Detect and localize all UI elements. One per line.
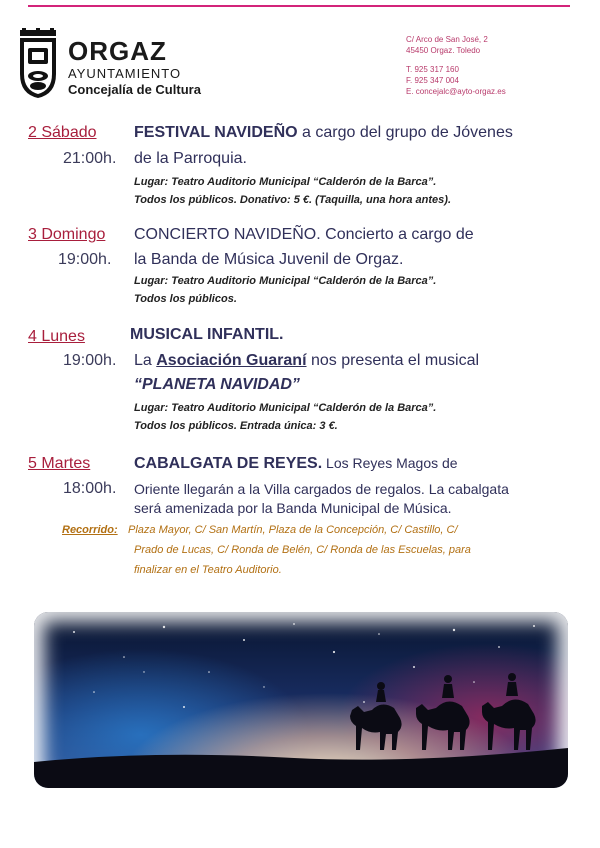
event-line-3: será amenizada por la Banda Municipal de Música. xyxy=(134,500,452,516)
event-line-2: la Banda de Música Juvenil de Orgaz. xyxy=(134,251,404,268)
event-line-2: Oriente llegarán a la Villa cargados de regalos. La cabalgata xyxy=(134,481,509,497)
event-title: CABALGATA DE REYES. xyxy=(134,455,323,472)
event-line-1: CABALGATA DE REYES. Los Reyes Magos de xyxy=(134,455,458,472)
event-date: 2 Sábado xyxy=(28,124,97,141)
association-name: Asociación Guaraní xyxy=(156,352,307,369)
event-audience: Todos los públicos. Donativo: 5 €. (Taquilla, una hora antes). xyxy=(134,194,451,206)
event-time: 18:00h. xyxy=(63,480,117,497)
email: E. concejalc@ayto-orgaz.es xyxy=(406,87,506,96)
town-name: ORGAZ xyxy=(68,36,167,66)
event-line-1: La Asociación Guaraní nos presenta el musical xyxy=(134,352,480,369)
route-label: Recorrido: xyxy=(62,524,118,536)
fax: F. 925 347 004 xyxy=(406,76,459,85)
route-line-2: Prado de Lucas, C/ Ronda de Belén, C/ Ronda de las Escuelas, para xyxy=(134,544,471,556)
event-date: 3 Domingo xyxy=(28,226,106,243)
show-title: “PLANETA NAVIDAD” xyxy=(134,376,300,393)
event-date: 4 Lunes xyxy=(28,328,85,345)
brand-block xyxy=(68,38,201,98)
event-date: 5 Martes xyxy=(28,455,91,472)
event-line-1: FESTIVAL NAVIDEÑO a cargo del grupo de Jóvenes xyxy=(134,124,513,141)
address-line-2: 45450 Orgaz. Toledo xyxy=(406,46,481,55)
event-line-1: CONCIERTO NAVIDEÑO. Concierto a cargo de xyxy=(134,226,474,243)
event-audience: Todos los públicos. Entrada única: 3 €. xyxy=(134,420,338,432)
top-accent-rule xyxy=(28,5,570,7)
department-label: Concejalía de Cultura xyxy=(68,82,201,97)
event-venue: Lugar: Teatro Auditorio Municipal “Calderón de la Barca”. xyxy=(134,176,437,188)
coat-of-arms-icon xyxy=(14,28,62,100)
contact-block xyxy=(406,34,506,97)
event-title: MUSICAL INFANTIL. xyxy=(130,326,284,343)
route-line-1: Plaza Mayor, C/ San Martín, Plaza de la Concepción, C/ Castillo, C/ xyxy=(128,524,458,536)
event-time: 19:00h. xyxy=(58,251,112,268)
event-time: 21:00h. xyxy=(63,150,117,167)
council-label: AYUNTAMIENTO xyxy=(68,66,182,81)
event-line-2: de la Parroquia. xyxy=(134,150,247,167)
phone: T. 925 317 160 xyxy=(406,65,459,74)
event-time: 19:00h. xyxy=(63,352,117,369)
event-audience: Todos los públicos. xyxy=(134,293,237,305)
event-title: FESTIVAL NAVIDEÑO xyxy=(134,124,298,141)
event-venue: Lugar: Teatro Auditorio Municipal “Calderón de la Barca”. xyxy=(134,402,437,414)
three-kings-camels-icon xyxy=(34,612,568,788)
route-line-3: finalizar en el Teatro Auditorio. xyxy=(134,564,282,576)
three-kings-image xyxy=(34,612,568,788)
event-venue: Lugar: Teatro Auditorio Municipal “Calderón de la Barca”. xyxy=(134,275,437,287)
address-line-1: C/ Arco de San José, 2 xyxy=(406,35,488,44)
